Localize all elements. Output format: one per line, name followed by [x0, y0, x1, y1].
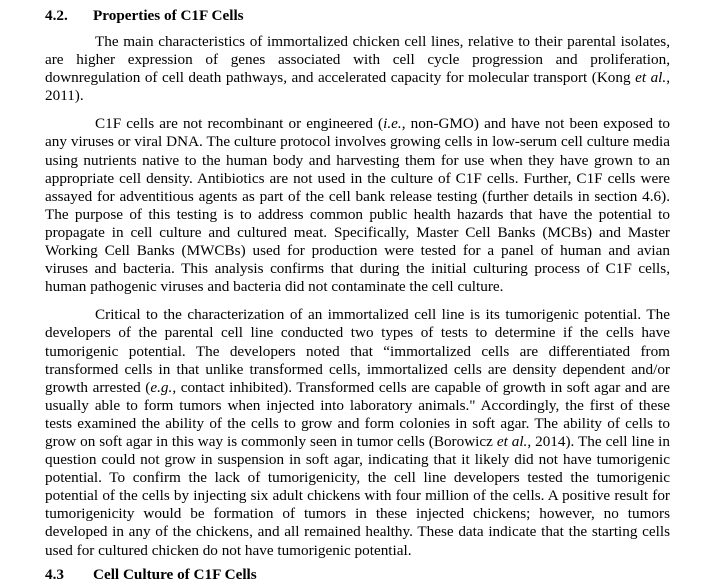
italic-citation-term: et al.	[496, 432, 528, 450]
next-section-number: 4.3	[45, 566, 64, 583]
italic-citation-term: et al.	[635, 69, 667, 87]
italic-abbreviation: i.e.	[383, 115, 402, 133]
section-number: 4.2.	[45, 7, 68, 24]
section-title: Properties of C1F Cells	[93, 7, 244, 24]
section-heading	[45, 7, 670, 25]
paragraph-text: , 2011).	[45, 69, 670, 105]
paragraph-text: , non-GMO) and have not been exposed to any viruses or viral DNA. The culture protocol involves growing cells in low-serum cell culture media using nutrients native to the human body and harvesting them for use when they have grown to an appropriate cell density. Antibiotics are not used in the culture of C1F cells. Further, C1F cells were assayed for adventitious agents as part of the cell bank release testing (further details in section 4.6). The purpose of this testing is to address common public health hazards that have the potential to propagate in cell culture and cultured meat. Specifically, Master Cell Banks (MCBs) and Master Working Cell Banks (MWCBs) used for production were tested for a panel of human and avian viruses and bacteria. This analysis confirms that during the initial culturing process of C1F cells, human pathogenic viruses and bacteria did not contaminate the cell culture.	[45, 115, 671, 296]
paragraph-non-gmo-testing	[45, 115, 670, 296]
next-section-heading	[45, 566, 257, 584]
paragraph-text: The main characteristics of immortalized chicken cell lines, relative to their parental isolates, are higher expression of genes associated with cell cycle progression and proliferation, downregulation of cell death pathways, and accelerated capacity for molecular transport (Kong	[45, 33, 670, 87]
next-section-title: Cell Culture of C1F Cells	[93, 566, 257, 583]
paragraph-immortalized-characteristics	[45, 33, 670, 105]
paragraph-text: , contact inhibited). Transformed cells are capable of growth in soft agar and are usually able to form tumors when injected into laboratory animals." Accordingly, the first of these tests examined the ability of the cells to grow and form colonies in soft agar. The ability of cells to grow on soft agar in this way is commonly seen in tumor cells (Borowicz	[45, 378, 670, 450]
italic-abbreviation: e.g.	[150, 378, 173, 396]
paragraph-text: C1F cells are not recombinant or engineered (	[95, 115, 384, 133]
paragraph-text: Critical to the characterization of an immortalized cell line is its tumorigenic potential. The developers of the parental cell line conducted two types of tests to determine if the cells have tumorigenic potential. The developers noted that “immortalized cells are differentiated from transformed cells in that unlike transformed cells, immortalized cells are density dependent and/or growth arrested (	[45, 306, 670, 396]
document-page	[45, 0, 671, 583]
paragraph-text: , 2014). The cell line in question could not grow in suspension in soft agar, indicating that it likely did not have tumorigenic potential. To confirm the lack of tumorigenicity, the cell line developers tested the tumorigenic potential of the cells by injecting six adult chickens with four million of the cells. A positive result for tumorigenicity would be formation of tumors in these injected chickens; however, no tumors developed in any of the chickens, and all remained healthy. These data indicate that the starting cells used for cultured chicken do not have tumorigenic potential.	[45, 432, 670, 559]
paragraph-tumorigenic-potential	[45, 306, 670, 559]
